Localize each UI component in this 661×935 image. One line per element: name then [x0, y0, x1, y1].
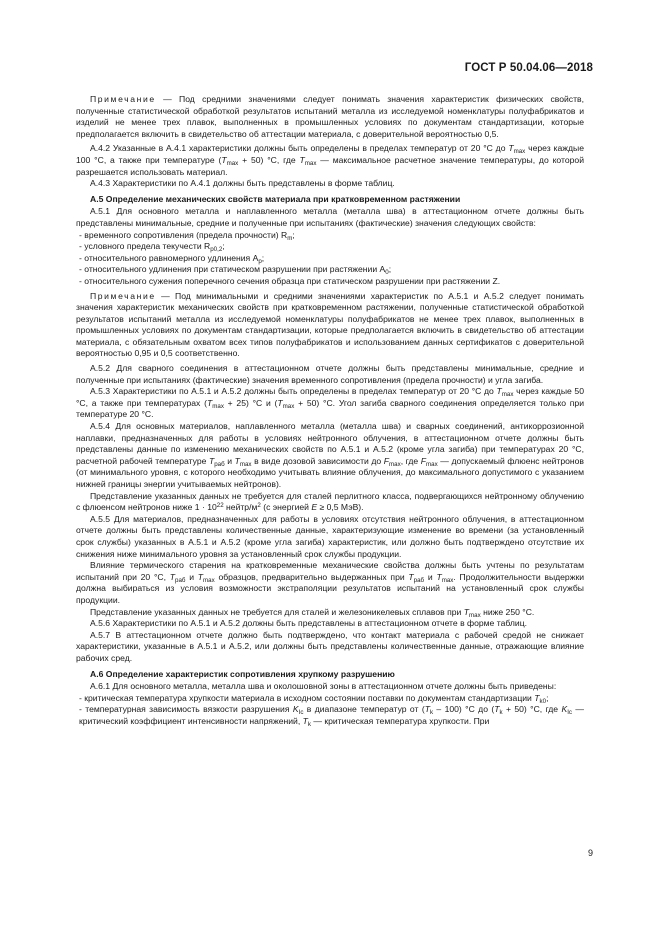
section-heading-a6: А.6 Определение характеристик сопротивления хрупкому разрушению [90, 668, 395, 679]
paragraph-a54: А.5.4 Для основных материалов, наплавленного металла (металла шва) и сварных соединений, антикоррозионной наплавки, предназначенных для работы в условиях нейтронного облучения, в аттестационном отчете должны быть представлены данные по изменению механических свойств по А.5.1 и А.5.2 (кроме угла загиба) при температурах 20 °С, расчетной рабочей температуре $T_{раб}$ и $T_{max}$ в виде дозовой зависимости до $F_{max}$, где $F_{max}$ — допускаемый флюенс нейтронов (от минимального уровня, с которого необходимо учитывать влияние облучения, до максимального допустимого с указанием нижней границы энергии учитываемых нейтронов). [76, 421, 584, 489]
list-item: - критическая температура хрупкости материала в исходном состоянии поставки по документам стандартизации $T_{k0}$; [76, 693, 584, 705]
paragraph-a52: А.5.2 Для сварного соединения в аттестационном отчете должны быть представлены минимальные, средние и полученные при испытаниях (фактические) значения временного сопротивления (предела прочности) и угла загиба. [76, 363, 584, 385]
paragraph-a56: А.5.6 Характеристики по А.5.1 и А.5.2 должны быть представлены в аттестационном отчете в форме таблиц. [90, 618, 528, 629]
paragraph-a42: А.4.2 Указанные в А.4.1 характеристики должны быть определены в пределах температур от 20 °С до $T_{max}$ через каждые 100 °С, а также при температуре $(T_{max} + 50)$ °С, где $T_{max}$ — максимальное расчетное значение температуры, до которой разрешается использовать материал. [76, 143, 584, 177]
list-item: - относительного удлинения при статическом разрушении при растяжении $А_0$; [76, 264, 584, 276]
list-item: - условного предела текучести $R_{p0,2}$; [76, 241, 584, 253]
document-number: ГОСТ Р 50.04.06—2018 [464, 62, 593, 74]
paragraph-a55-exception: Представление указанных данных не требуется для сталей и железоникелевых сплавов при $T_{max}$ ниже 250 °С. [90, 606, 535, 619]
paragraph-a57: А.5.7 В аттестационном отчете должно быть подтверждено, что контакт материала с рабочей средой не снижает характеристики, указанные в А.5.1 и А.5.2, или должны быть представлены количественные данные, отражающие влияние рабочих сред. [76, 629, 584, 663]
paragraph-a43: А.4.3 Характеристики по А.4.1 должны быть представлены в форме таблиц. [90, 178, 395, 189]
note-paragraph: Примечание — Под минимальными и средними значениями характеристик по А.5.1 и А.5.2 следует понимать значения характеристик механических свойств при кратковременном растяжении, полученные статистической обработкой результатов испытаний металла из исследуемой номенклатуры полуфабрикатов не менее трех плавок, выполненных в промышленных условиях по документам стандартизации, которые предполагается включить в свидетельство об аттестации материала, с обязательным охватом всех типов полуфабрикатов и использованием данных сертификатов с доверительной вероятностью 0,95 и 0,5 соответственно. [76, 290, 584, 359]
document-body [76, 94, 584, 727]
list-item: - временного сопротивления (предела прочности) $R_m$; [76, 230, 584, 242]
paragraph-a61: А.6.1 Для основного металла, металла шва и околошовной зоны в аттестационном отчете должны быть приведены: [90, 681, 557, 692]
paragraph-a55: А.5.5 Для материалов, предназначенных для работы в условиях отсутствия нейтронного облучения, в аттестационном отчете должны быть представлены количественные данные, характеризующие изменение во времени (за установленный срок службы) указанных в А.5.1 и А.5.2 (кроме угла загиба) характеристик, или должно быть подтверждено отсутствие их снижения ниже минимального уровня за установленный срок службы продукции. [76, 513, 584, 559]
note-paragraph: Примечание — Под средними значениями следует понимать значения характеристик физических свойств, полученные статистической обработкой результатов испытаний металла из исследуемой номенклатуры полуфабрикатов и изделий не менее трех плавок, выполненных в промышленных условиях по документам стандартизации, которые предполагается включить в свидетельство об аттестации материала, с доверительной вероятностью 0,5. [76, 94, 584, 139]
section-heading-a5: А.5 Определение механических свойств материала при кратковременном растяжении [90, 193, 461, 204]
list-item: - относительного сужения поперечного сечения образца при статическом разрушении при растяжении Z. [76, 276, 584, 288]
list-item: - относительного равномерного удлинения $А_р$; [76, 253, 584, 265]
paragraph-a54-continued: Представление указанных данных не требуется для сталей перлитного класса, подвергающихся нейтронному облучению с флюенсом нейтронов ниже $1 \cdot 10^{22}$ нейтр/$м^2$ (с энергией E ≥ 0,5 МэВ). [76, 490, 584, 513]
page-number: 9 [587, 848, 593, 858]
paragraph-a55-aging: Влияние термического старения на кратковременные механические свойства должны быть учтены по результатам испытаний при 20 °С, $T_{раб}$ и $T_{max}$ образцов, предварительно выдержанных при $T_{раб}$ и $T_{max}$. Продолжительности выдержки должна выбираться из условия возможности экстраполяции результатов испытаний на установленный срок службы продукции. [76, 560, 585, 605]
paragraph-a51: А.5.1 Для основного металла и наплавленного металла (металла шва) в аттестационном отчете должны быть представлены минимальные, средние и полученные при испытаниях (фактические) значения следующих свойств: [76, 206, 584, 228]
paragraph-a53: А.5.3 Характеристики по А.5.1 и А.5.2 должны быть определены в пределах температур от 20 °С до $T_{max}$ через каждые 50 °С, а также при температурах $(T_{max} + 25)$ °С и $(T_{max} + 50)$ °С. Угол загиба сварного соединения определяется только при температуре 20 °С. [76, 386, 585, 420]
list-item: - температурная зависимость вязкости разрушения $K_{Ic}$ в диапазоне температур от $(T_k - 100)$ °С до $(T_k + 50)$ °С, где $K_{Ic}$ — критический коэффициент интенсивности напряжений, $T_k$ — критическая температура хрупкости. При [76, 704, 584, 727]
